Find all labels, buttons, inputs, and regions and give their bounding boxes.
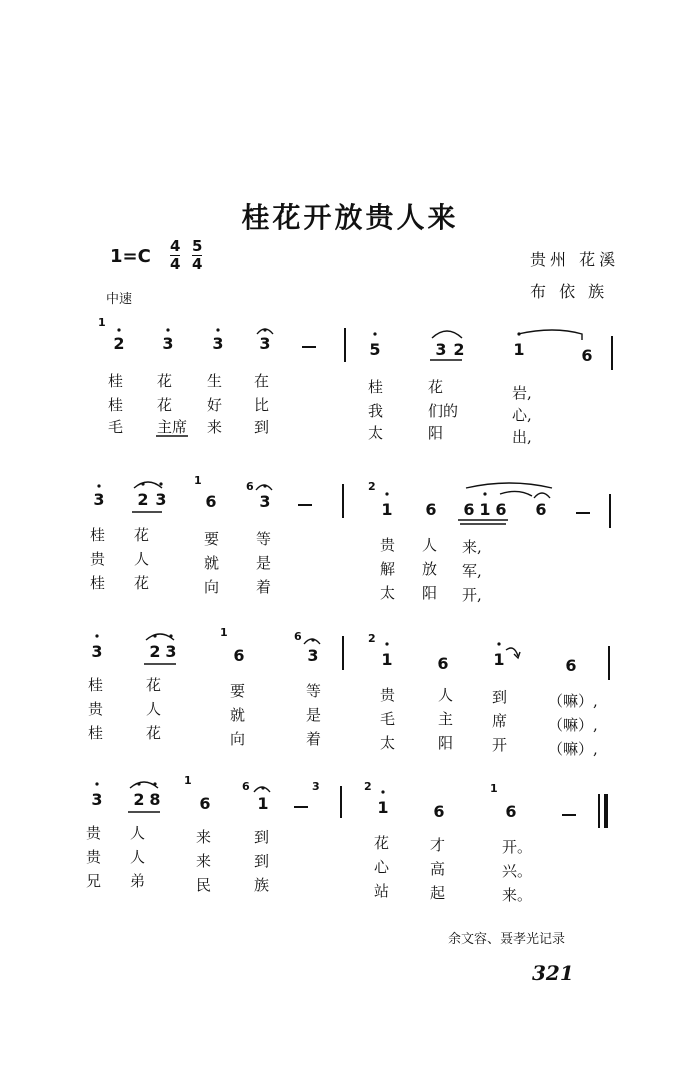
lyric: 到: [492, 688, 508, 706]
final-bar-thick: [604, 794, 608, 828]
lyric: 花: [134, 526, 150, 544]
note: 2: [133, 790, 145, 809]
hold-dash: [302, 346, 316, 348]
lyric: 贵: [90, 550, 106, 568]
note: 1: [493, 650, 505, 669]
lyric: 向: [230, 730, 246, 748]
lyric: 花: [428, 378, 444, 396]
lyric: 毛: [380, 710, 396, 728]
lyric: 着: [256, 578, 272, 596]
lyric: 我: [368, 402, 384, 420]
note: 3: [93, 490, 105, 509]
lyric: 着: [306, 730, 322, 748]
lyric: 开: [492, 736, 508, 754]
lyric: 来: [196, 852, 212, 870]
hold-dash: [298, 504, 312, 506]
note: 2: [149, 642, 161, 661]
lyric: 起: [430, 884, 446, 902]
lyric: 开。: [502, 838, 533, 856]
lyric: 太: [368, 424, 384, 442]
note: 1: [479, 500, 491, 519]
bar-line: [609, 494, 611, 528]
lyric: 来,: [462, 538, 482, 556]
lyric: 来: [207, 418, 223, 436]
lyric: 等: [306, 682, 322, 700]
note: 6: [199, 794, 211, 813]
lyric: 解: [380, 560, 396, 578]
note: 2: [113, 334, 125, 353]
grace-note: 1: [194, 474, 202, 487]
note: 1: [513, 340, 525, 359]
lyric: 毛: [108, 418, 124, 436]
origin-ethnicity: 布 依 族: [530, 282, 609, 301]
song-title: 桂花开放贵人来: [241, 201, 459, 234]
note: 1: [377, 798, 389, 817]
note: 6: [535, 500, 547, 519]
lyric: 阳: [438, 734, 454, 752]
note: 6: [233, 646, 245, 665]
lyric: 贵: [86, 848, 102, 866]
meter-4-4: $\frac{4}{4}$: [170, 237, 181, 273]
grace-note: 6: [242, 780, 250, 793]
lyric: 花: [134, 574, 150, 592]
lyric: 来。: [502, 886, 533, 904]
lyric: 阳: [422, 584, 438, 602]
grace-note: 6: [294, 630, 302, 643]
note: 3: [155, 490, 167, 509]
bar-line: [340, 786, 342, 818]
lyric: 主: [438, 710, 454, 728]
grace-note: 2: [364, 780, 372, 793]
lyric: 人: [130, 848, 146, 866]
note: 3: [259, 492, 271, 511]
lyric: 贵: [88, 700, 104, 718]
lyric: 桂: [88, 724, 104, 742]
lyric: 花: [157, 372, 173, 390]
note: 8: [149, 790, 161, 809]
note: 2: [137, 490, 149, 509]
lyric: 要: [230, 682, 246, 700]
lyric: 人: [130, 824, 146, 842]
lyric: 花: [146, 724, 162, 742]
hold-dash: [576, 512, 590, 514]
lyric: 放: [422, 560, 438, 578]
grace-note: 3: [312, 780, 320, 793]
lyric: 们的: [428, 402, 459, 420]
note: 6: [425, 500, 437, 519]
hold-dash: [562, 814, 576, 816]
note: 3: [435, 340, 447, 359]
lyric: 在: [254, 372, 270, 390]
bar-line: [344, 328, 346, 362]
lyric: 族: [254, 876, 270, 894]
lyric: 心,: [512, 406, 532, 424]
grace-note: 2: [368, 480, 376, 493]
lyric: （嘛）,: [548, 692, 598, 710]
tempo-marking: 中速: [106, 292, 133, 307]
lyric: 岩,: [512, 384, 532, 402]
bar-line: [608, 646, 610, 680]
lyric: 站: [374, 882, 390, 900]
note: 6: [581, 346, 593, 365]
note: 3: [91, 790, 103, 809]
lyric: （嘛）,: [548, 740, 598, 758]
grace-note: 1: [220, 626, 228, 639]
note: 3: [165, 642, 177, 661]
lyric: 人: [438, 686, 454, 704]
lyric: 向: [204, 578, 220, 596]
lyric: 太: [380, 584, 396, 602]
lyric: 是: [256, 554, 272, 572]
lyric: 贵: [86, 824, 102, 842]
note: 6: [505, 802, 517, 821]
lyric: 桂: [368, 378, 384, 396]
lyric: 太: [380, 734, 396, 752]
lyric: 兄: [86, 872, 102, 890]
lyric: 到: [254, 828, 270, 846]
note: 2: [453, 340, 465, 359]
grace-note: 1: [184, 774, 192, 787]
lyric: 桂: [90, 526, 106, 544]
note: 1: [381, 500, 393, 519]
final-bar-thin: [598, 794, 600, 828]
note: 3: [259, 334, 271, 353]
lyric: 生: [207, 372, 223, 390]
lyric: 要: [204, 530, 220, 548]
note: 3: [307, 646, 319, 665]
lyric: 桂: [108, 396, 124, 414]
hold-dash: [294, 806, 308, 808]
note: 3: [212, 334, 224, 353]
lyric: （嘛）,: [548, 716, 598, 734]
note: 6: [463, 500, 475, 519]
lyric: 好: [207, 396, 223, 414]
lyric: 高: [430, 860, 446, 878]
lyric: 花: [157, 396, 173, 414]
key-signature: 1=C: [110, 246, 151, 267]
lyric: 花: [146, 676, 162, 694]
lyric: 阳: [428, 424, 444, 442]
lyric: 到: [254, 418, 270, 436]
note: 6: [205, 492, 217, 511]
note: 1: [257, 794, 269, 813]
note: 1: [381, 650, 393, 669]
note: 6: [495, 500, 507, 519]
bar-line: [611, 336, 613, 370]
bar-line: [342, 636, 344, 670]
lyric: 兴。: [502, 862, 533, 880]
lyric: 就: [204, 554, 220, 572]
lyric: 主席: [157, 418, 188, 436]
meter-5-4: $\frac{5}{4}$: [192, 237, 203, 273]
grace-note: 1: [490, 782, 498, 795]
note: 5: [369, 340, 381, 359]
lyric: 席: [492, 712, 508, 730]
lyric: 是: [306, 706, 322, 724]
lyric: 弟: [130, 872, 146, 890]
note: 6: [565, 656, 577, 675]
note: 6: [437, 654, 449, 673]
note: 6: [433, 802, 445, 821]
origin-region: 贵州 花溪: [530, 250, 620, 269]
transcriber-credit: 余文容、聂孝光记录: [448, 932, 566, 947]
lyric: 贵: [380, 536, 396, 554]
lyric: 比: [254, 396, 270, 414]
note: 3: [162, 334, 174, 353]
lyric: 心: [374, 858, 390, 876]
lyric: 人: [134, 550, 150, 568]
lyric: 人: [146, 700, 162, 718]
grace-note: 1: [98, 316, 106, 329]
lyric: 桂: [108, 372, 124, 390]
note: 3: [91, 642, 103, 661]
lyric: 出,: [512, 428, 532, 446]
lyric: 桂: [88, 676, 104, 694]
lyric: 桂: [90, 574, 106, 592]
lyric: 花: [374, 834, 390, 852]
lyric: 军,: [462, 562, 482, 580]
lyric: 民: [196, 876, 212, 894]
grace-note: 6: [246, 480, 254, 493]
lyric: 就: [230, 706, 246, 724]
page-number: 321: [532, 961, 574, 985]
lyric: 才: [430, 836, 446, 854]
lyric: 来: [196, 828, 212, 846]
lyric: 人: [422, 536, 438, 554]
bar-line: [342, 484, 344, 518]
lyric: 贵: [380, 686, 396, 704]
lyric: 开,: [462, 586, 482, 604]
lyric: 等: [256, 530, 272, 548]
grace-note: 2: [368, 632, 376, 645]
lyric: 到: [254, 852, 270, 870]
